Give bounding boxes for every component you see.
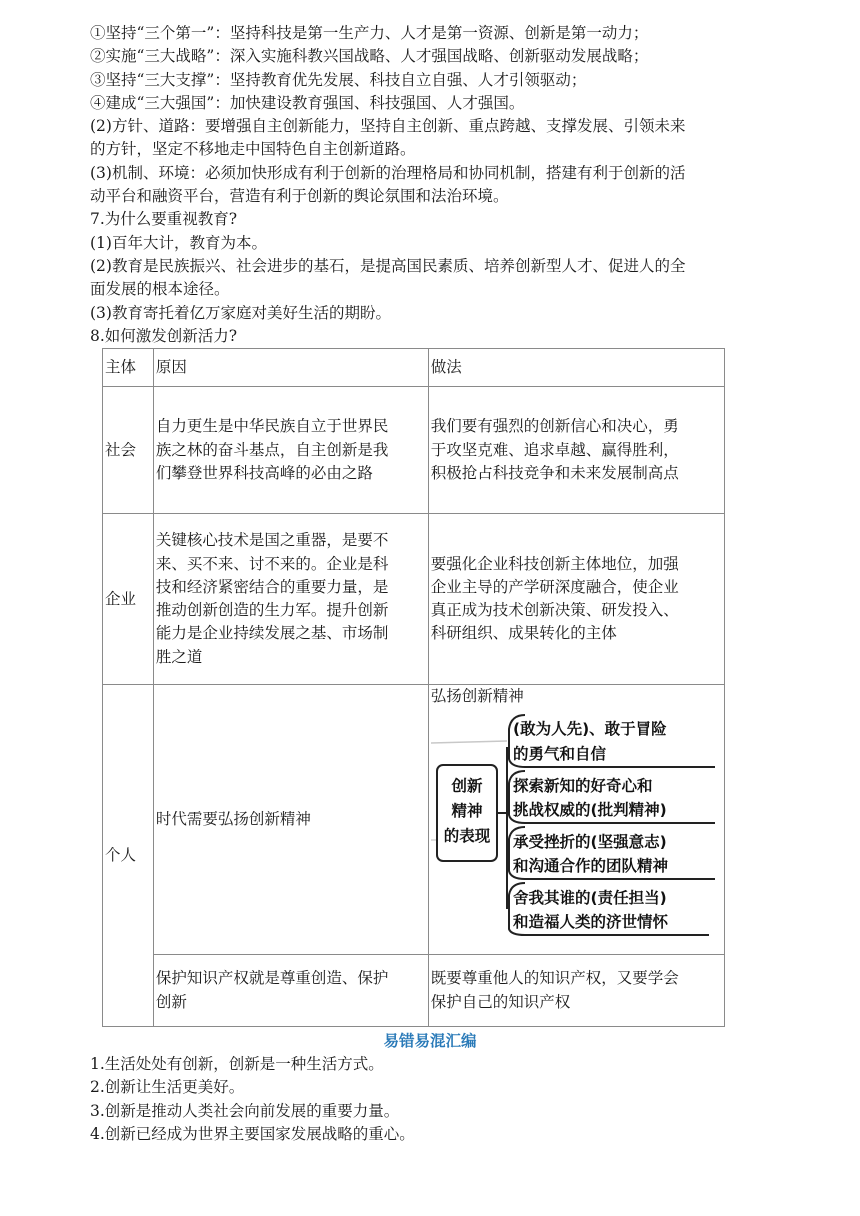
innovation-table: [102, 348, 725, 1027]
subject-society: 社会: [103, 387, 154, 514]
subject-enterprise: 企业: [103, 514, 154, 685]
header-subject: 主体: [103, 349, 154, 387]
center-label-line-3: 的表现: [443, 827, 491, 846]
text-line: (3)机制、环境：必须加快形成有利于创新的治理格局和协同机制，搭建有利于创新的活: [90, 163, 686, 182]
scan-stroke: [431, 741, 507, 743]
subject-individual: 个人: [103, 685, 154, 1027]
innovation-spirit-diagram: [429, 685, 724, 940]
branch-2-line-1: 探索新知的好奇心和: [512, 777, 653, 796]
mistake-item-2: 2.创新让生活更美好。: [90, 1078, 245, 1097]
strategy-item-3: ③坚持“三大支撑”：坚持教育优先发展、科技自立自强、人才引领驱动；: [90, 70, 587, 89]
answer-7-2: [90, 255, 770, 302]
text-line: 企业主导的产学研深度融合，使企业: [430, 577, 679, 596]
mistakes-list: [90, 1053, 770, 1146]
table-row-enterprise: [103, 514, 725, 685]
diagram-title: 弘扬创新精神: [430, 687, 524, 706]
branch-3-line-2: 和沟通合作的团队精神: [512, 857, 668, 876]
text-line: (2)教育是民族振兴、社会进步的基石，是提高国民素质、培养创新型人才、促进人的全: [90, 256, 686, 275]
method-enterprise: [428, 514, 724, 685]
mistake-item-1: 1.生活处处有创新，创新是一种生活方式。: [90, 1055, 384, 1074]
strategy-item-4: ④建成“三大强国”：加快建设教育强国、科技强国、人才强国。: [90, 93, 525, 112]
table-row-ip: [103, 955, 725, 1027]
table-row-society: [103, 387, 725, 514]
document-page: [90, 0, 770, 1146]
question-8-title: 8.如何激发创新活力?: [90, 326, 238, 345]
reason-ip: [153, 955, 428, 1027]
text-line: 胜之道: [155, 647, 203, 666]
question-7-title: 7.为什么要重视教育?: [90, 210, 238, 229]
text-line: 自力更生是中华民族自立于世界民: [155, 417, 389, 436]
text-line: 能力是企业持续发展之基、市场制: [155, 624, 389, 643]
branch-3-line-1: 承受挫折的(坚强意志): [512, 833, 667, 852]
text-line: 们攀登世界科技高峰的必由之路: [155, 463, 373, 482]
text-line: 于攻坚克难、追求卓越、赢得胜利，: [430, 440, 679, 459]
text-line: 科研组织、成果转化的主体: [430, 624, 617, 643]
method-individual: [428, 685, 724, 955]
strategy-item-1: ①坚持“三个第一”：坚持科技是第一生产力、人才是第一资源、创新是第一动力；: [90, 24, 649, 42]
text-line: 既要尊重他人的知识产权，又要学会: [430, 969, 679, 988]
center-label-line-1: 创新: [451, 777, 483, 796]
strategy-item-2: ②实施“三大战略”：深入实施科教兴国战略、人才强国战略、创新驱动发展战略；: [90, 47, 649, 66]
text-line: 保护知识产权就是尊重创造、保护: [155, 969, 389, 988]
answer-7-3: (3)教育寄托着亿万家庭对美好生活的期盼。: [90, 303, 391, 322]
text-line: 面发展的根本途径。: [90, 280, 230, 299]
text-line: 的方针，坚定不移地走中国特色自主创新道路。: [90, 140, 416, 159]
reason-individual: 时代需要弘扬创新精神: [153, 685, 428, 955]
text-line: 我们要有强烈的创新信心和决心，勇: [430, 417, 679, 436]
center-label-line-2: 精神: [451, 802, 483, 821]
text-line: 来、买不来、讨不来的。企业是科: [155, 554, 389, 573]
reason-enterprise: [153, 514, 428, 685]
text-line: 技和经济紧密结合的重要力量，是: [155, 577, 389, 596]
text-line: 族之林的奋斗基点，自主创新是我: [155, 440, 389, 459]
mechanism-paragraph: [90, 162, 770, 209]
branch-4-line-2: 和造福人类的济世情怀: [512, 913, 668, 932]
branch-1-line-1: (敢为人先)、敢于冒险: [512, 720, 667, 739]
branch-1-line-2: 的勇气和自信: [512, 745, 606, 764]
header-reason: 原因: [153, 349, 428, 387]
text-line: 创新: [155, 992, 187, 1011]
header-method: 做法: [428, 349, 724, 387]
section-title: 易错易混汇编: [383, 1031, 477, 1051]
text-line: 要强化企业科技创新主体地位，加强: [430, 554, 679, 573]
branch-4-line-1: 舍我其谁的(责任担当): [512, 889, 667, 908]
policy-paragraph: [90, 115, 770, 162]
text-line: 关键核心技术是国之重器，是要不: [155, 531, 389, 550]
text-line: 积极抢占科技竞争和未来发展制高点: [430, 463, 679, 482]
answer-7-1: (1)百年大计，教育为本。: [90, 233, 267, 252]
strategy-list: [90, 22, 770, 115]
text-line: 动平台和融资平台，营造有利于创新的舆论氛围和法治环境。: [90, 187, 509, 206]
reason-society: [153, 387, 428, 514]
text-line: 推动创新创造的生力军。提升创新: [155, 601, 389, 620]
mistake-item-3: 3.创新是推动人类社会向前发展的重要力量。: [90, 1101, 400, 1120]
table-header-row: [103, 349, 725, 387]
diagram-svg: [429, 707, 720, 940]
method-ip: [428, 955, 724, 1027]
table-row-individual: [103, 685, 725, 955]
branch-2-line-2: 挑战权威的(批判精神): [512, 801, 667, 820]
method-society: [428, 387, 724, 514]
text-line: 保护自己的知识产权: [430, 992, 571, 1011]
text-line: 真正成为技术创新决策、研发投入、: [430, 601, 679, 620]
mistake-item-4: 4.创新已经成为世界主要国家发展战略的重心。: [90, 1125, 415, 1144]
text-line: (2)方针、道路：要增强自主创新能力，坚持自主创新、重点跨越、支撑发展、引领未来: [90, 117, 686, 136]
